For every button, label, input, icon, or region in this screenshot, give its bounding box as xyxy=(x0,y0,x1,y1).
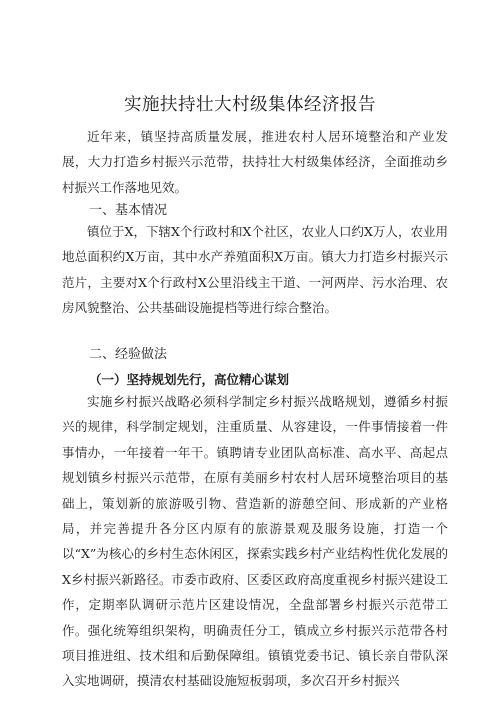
document-title: 实施扶持壮大村级集体经济报告 xyxy=(124,95,376,115)
section-1-paragraph: 镇位于X，下辖X个行政村和X个社区，农业人口约X万人，农业用地总面积约X万亩，其中水产养殖面积X万亩。镇大力打造乡村振兴示范片，主要对X个行政村X公里沿线主干道、一河两岸、污水治理、农房风貌整治、公共基础设施提档等进行综合整治。 xyxy=(62,224,448,316)
intro-paragraph: 近年来，镇坚持高质量发展，推进农村人居环境整治和产业发展，大力打造乡村振兴示范带，扶持壮大村级集体经济，全面推动乡村振兴工作落地见效。 xyxy=(62,129,448,195)
section-1-heading: 一、基本情况 xyxy=(89,203,168,218)
subsection-1-heading: （一）坚持规划先行，高位精心谋划 xyxy=(89,372,290,387)
subsection-1-paragraph: 实施乡村振兴战略必须科学制定乡村振兴战略规划，遵循乡村振兴的规律，科学制定规划，注重质量、从容建设，一件事情接着一件事情办，一年接着一年干。镇聘请专业团队高标准、高水平、高起点规划镇乡村振兴示范带，在原有美丽乡村农村人居环境整治项目的基础上，策划新的旅游吸引物、营造新的游憩空间、形成新的产业格局，并完善提升各分区内原有的旅游景观及服务设施，打造一个以“X”为核心的乡村生态休闲区，探索实践乡村产业结构性优化发展的X乡村振兴新路径。市委市政府、区委区政府高度重视乡村振兴建设工作，定期率队调研示范片区建设情况，全盘部署乡村振兴示范带工作。强化统筹组织架构，明确责任分工，镇成立乡村振兴示范带各村项目推进组、技术组和后勤保障组。镇镇党委书记、镇长亲自带队深入实地调研，摸清农村基础设施短板弱项，多次召开乡村振兴 xyxy=(62,394,448,689)
section-2-heading: 二、经验做法 xyxy=(89,347,168,362)
